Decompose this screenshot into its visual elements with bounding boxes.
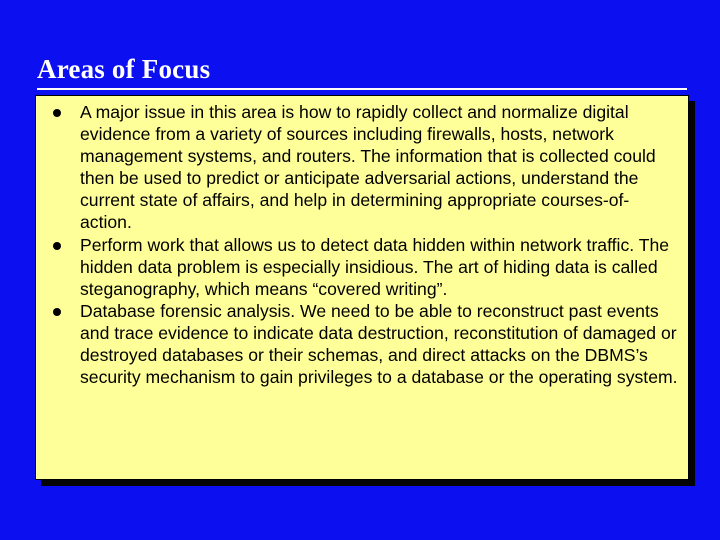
bullet-text: Database forensic analysis. We need to be able to reconstruct past events and trace evidence to indicate data destruction, reconstitution of damaged or destroyed databases or their schemas, and direct attacks on the DBMS’s security mechanism to gain privileges to a database or the operating system. [80, 300, 678, 388]
bullet-text: A major issue in this area is how to rapidly collect and normalize digital evidence from a variety of sources including firewalls, hosts, network management systems, and routers. The information that is collected could then be used to predict or anticipate adversarial actions, understand the current state of affairs, and help in determining appropriate courses-of-action. [80, 102, 656, 233]
bullet-dot-icon [53, 308, 61, 316]
title-underline [37, 88, 687, 90]
bullet-item-evidence-collection [80, 101, 678, 234]
bullet-dot-icon [53, 242, 61, 250]
bullet-dot-icon [53, 109, 61, 117]
bullet-list [36, 96, 688, 388]
content-box [35, 95, 689, 480]
bullet-text: Perform work that allows us to detect data hidden within network traffic. The hidden data problem is especially insidious. The art of hiding data is called steganography, which means “covered writing”. [80, 234, 670, 299]
slide-title: Areas of Focus [37, 54, 211, 84]
bullet-item-hidden-data [80, 234, 678, 300]
bullet-item-database-forensics [80, 300, 678, 388]
